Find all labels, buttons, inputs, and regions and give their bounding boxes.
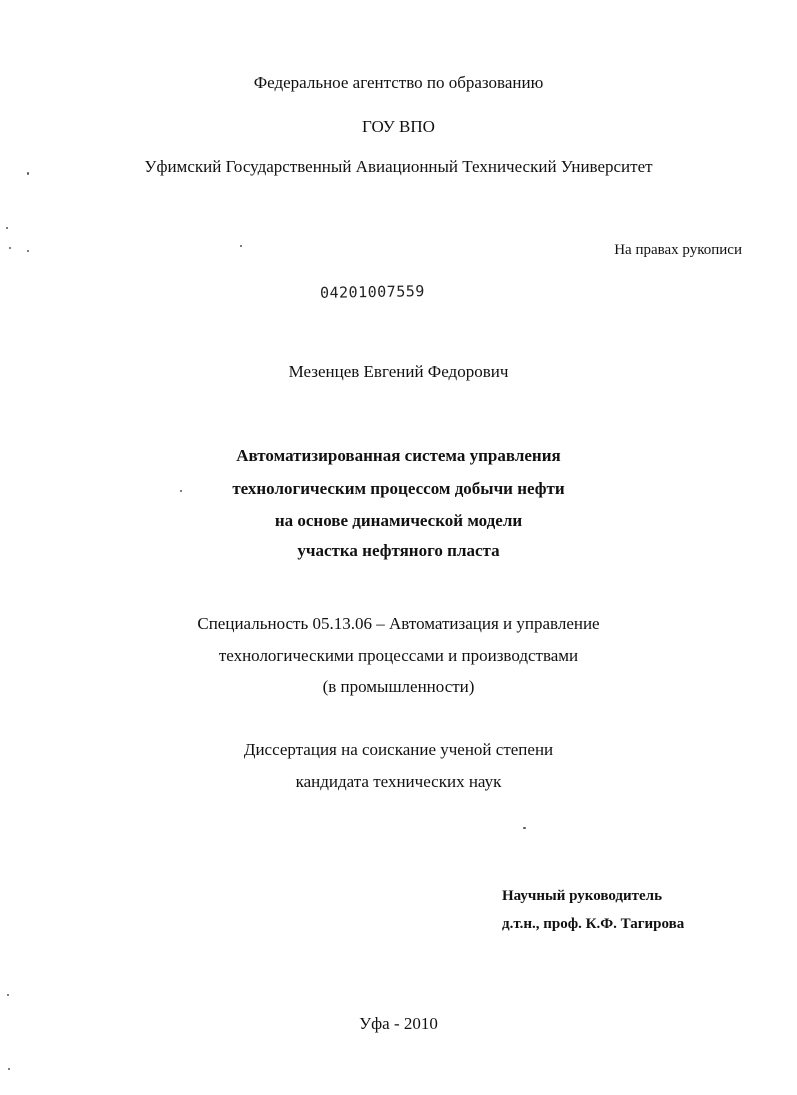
scan-speck	[6, 227, 8, 229]
supervisor-name: д.т.н., проф. К.Ф. Тагирова	[502, 916, 685, 932]
supervisor-role: Научный руководитель	[502, 888, 662, 904]
scan-speck	[523, 827, 526, 829]
author-name: Мезенцев Евгений Федорович	[288, 362, 509, 381]
scan-speck	[180, 490, 182, 492]
degree-line: кандидата технических наук	[295, 772, 502, 791]
city-year: Уфа - 2010	[359, 1014, 438, 1033]
specialty-line: технологическими процессами и производствами	[218, 646, 579, 665]
degree-line: Диссертация на соискание ученой степени	[243, 740, 554, 759]
scan-speck	[8, 1068, 10, 1070]
scan-speck	[27, 250, 29, 252]
agency-name: Федеральное агентство по образованию	[253, 73, 544, 92]
scan-speck	[7, 994, 9, 996]
scan-speck	[9, 247, 11, 249]
manuscript-note: На правах рукописи	[614, 242, 742, 258]
title-line: на основе динамической модели	[274, 511, 523, 530]
title-line: Автоматизированная система управления	[236, 446, 561, 465]
scan-speck	[240, 245, 242, 247]
institution-type: ГОУ ВПО	[362, 117, 435, 136]
university-name: Уфимский Государственный Авиационный Технический Университет	[144, 157, 653, 176]
scan-speck	[27, 172, 29, 175]
specialty-line: Специальность 05.13.06 – Автоматизация и управление	[197, 614, 600, 633]
title-line: участка нефтяного пласта	[297, 541, 500, 560]
title-line: технологическим процессом добычи нефти	[232, 479, 565, 498]
registry-number: 04201007559	[319, 282, 425, 302]
specialty-line: (в промышленности)	[322, 677, 475, 696]
